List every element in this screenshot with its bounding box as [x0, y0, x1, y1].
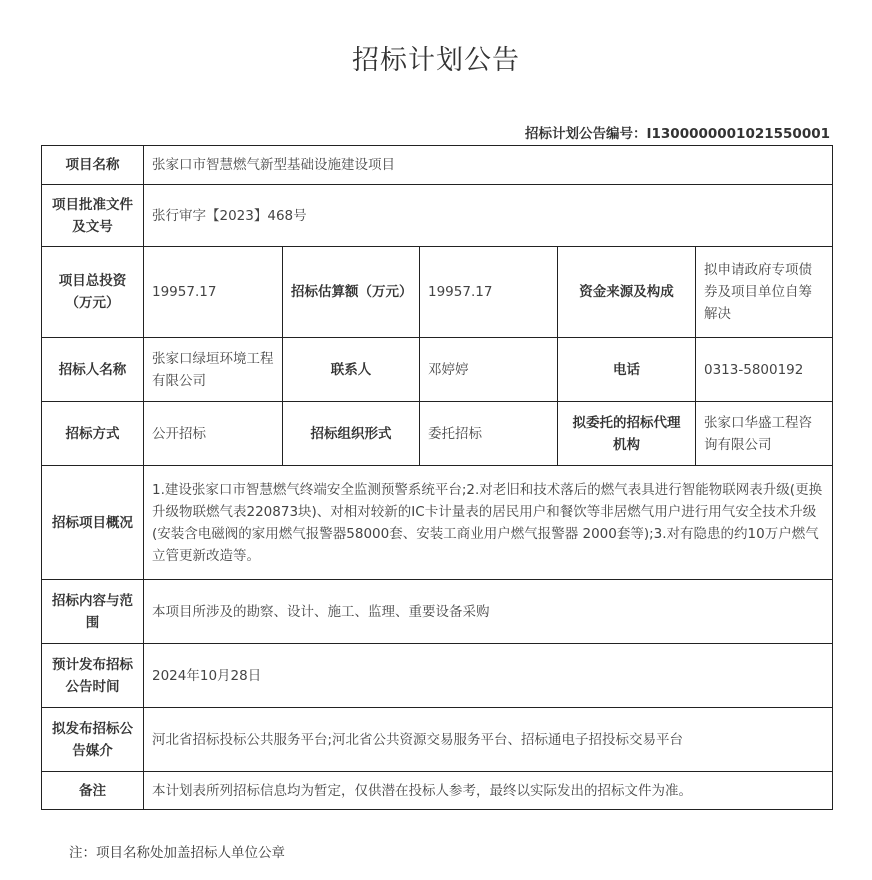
remark-value: 本计划表所列招标信息均为暂定，仅供潜在投标人参考，最终以实际发出的招标文件为准。	[144, 772, 833, 810]
agency-label: 拟委托的招标代理机构	[558, 402, 696, 466]
page-title: 招标计划公告	[352, 45, 520, 76]
phone-value: 0313-5800192	[696, 338, 833, 402]
funding-value: 拟申请政府专项债券及项目单位自筹解决	[696, 247, 833, 338]
remark-label: 备注	[42, 772, 144, 810]
table-row	[42, 338, 833, 402]
footnote: 注：项目名称处加盖招标人单位公章	[69, 845, 285, 861]
table-row	[42, 146, 833, 185]
table-row	[42, 247, 833, 338]
table-row	[42, 708, 833, 772]
table-row	[42, 185, 833, 247]
table-row	[42, 772, 833, 810]
contact-label: 联系人	[283, 338, 420, 402]
project-name-value: 张家口市智慧燃气新型基础设施建设项目	[144, 146, 833, 185]
approval-label: 项目批准文件及文号	[42, 185, 144, 247]
tenderer-value: 张家口绿垣环境工程有限公司	[144, 338, 283, 402]
phone-label: 电话	[558, 338, 696, 402]
publish-time-label: 预计发布招标公告时间	[42, 644, 144, 708]
contact-value: 邓婷婷	[420, 338, 558, 402]
announcement-code: 招标计划公告编号：I1300000001021550001	[525, 126, 830, 142]
table-row	[42, 466, 833, 580]
agency-value: 张家口华盛工程咨询有限公司	[696, 402, 833, 466]
org-form-label: 招标组织形式	[283, 402, 420, 466]
method-value: 公开招标	[144, 402, 283, 466]
tenderer-label: 招标人名称	[42, 338, 144, 402]
estimate-label: 招标估算额（万元）	[283, 247, 420, 338]
overview-label: 招标项目概况	[42, 466, 144, 580]
investment-label: 项目总投资（万元）	[42, 247, 144, 338]
publish-time-value: 2024年10月28日	[144, 644, 833, 708]
investment-value: 19957.17	[144, 247, 283, 338]
org-form-value: 委托招标	[420, 402, 558, 466]
funding-label: 资金来源及构成	[558, 247, 696, 338]
media-label: 拟发布招标公告媒介	[42, 708, 144, 772]
table-row	[42, 644, 833, 708]
plan-table	[41, 145, 833, 810]
approval-value: 张行审字【2023】468号	[144, 185, 833, 247]
method-label: 招标方式	[42, 402, 144, 466]
scope-label: 招标内容与范围	[42, 580, 144, 644]
table-row	[42, 580, 833, 644]
media-value: 河北省招标投标公共服务平台;河北省公共资源交易服务平台、招标通电子招投标交易平台	[144, 708, 833, 772]
project-name-label: 项目名称	[42, 146, 144, 185]
table-row	[42, 402, 833, 466]
estimate-value: 19957.17	[420, 247, 558, 338]
overview-value: 1.建设张家口市智慧燃气终端安全监测预警系统平台;2.对老旧和技术落后的燃气表具进行智能物联网表升级(更换升级物联燃气表220873块)、对相对较新的IC卡计量表的居民用户和餐饮等非居燃气用户进行用气安全技术升级(安装含电磁阀的家用燃气报警器58000套、安装工商业用户燃气报警器 2000套等);3.对有隐患的约10万户燃气立管更新改造等。	[144, 466, 833, 580]
scope-value: 本项目所涉及的勘察、设计、施工、监理、重要设备采购	[144, 580, 833, 644]
